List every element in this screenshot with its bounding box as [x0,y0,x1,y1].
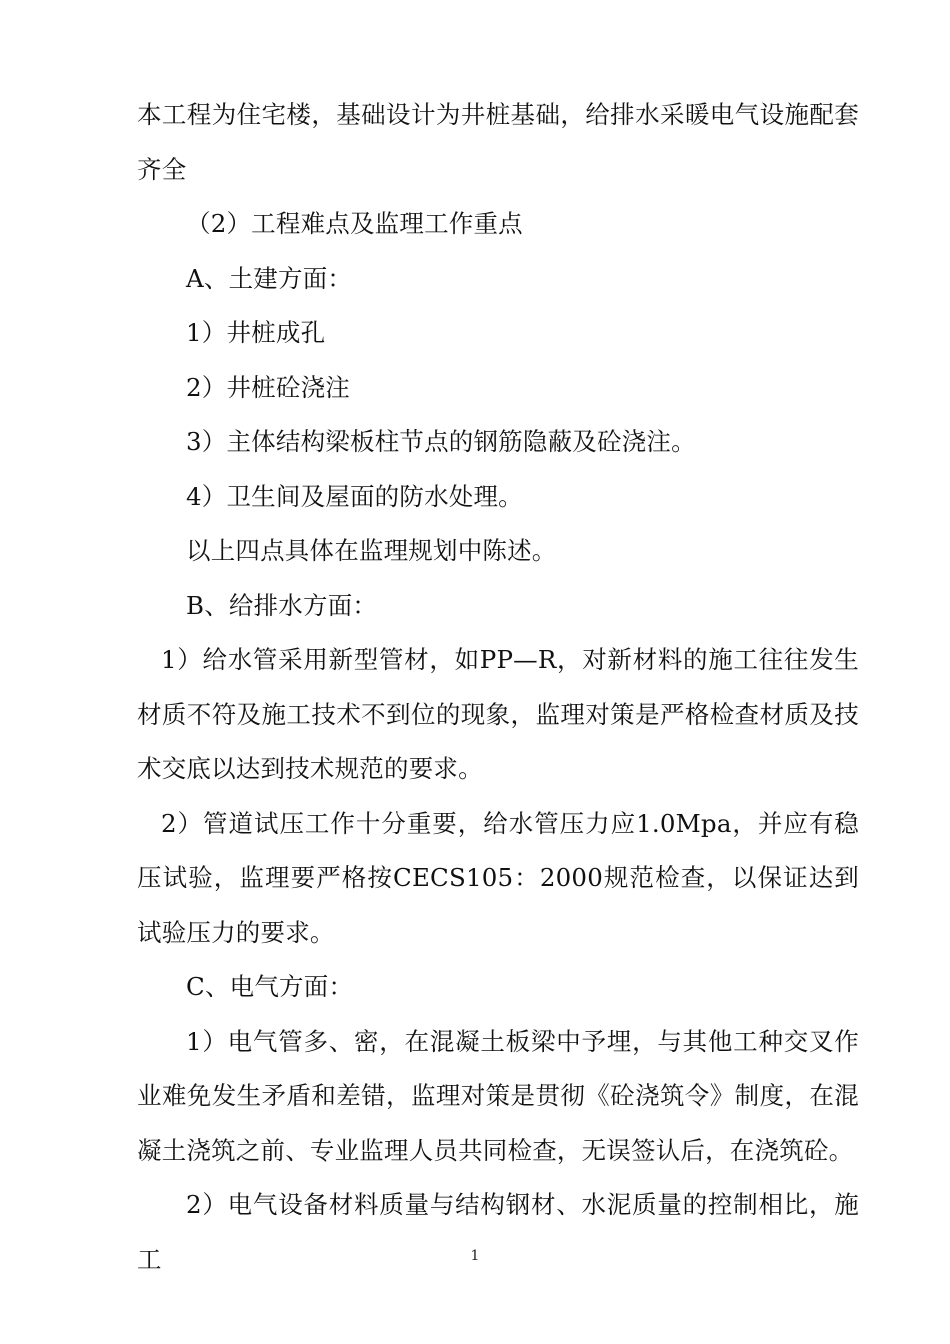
paragraph-project-overview: 本工程为住宅楼，基础设计为井桩基础，给排水采暖电气设施配套齐全 [137,100,859,184]
paragraph-heading-difficulties: （2）工程难点及监理工作重点 [186,209,523,238]
paragraph-item-a4: 4）卫生间及屋面的防水处理。 [186,481,523,511]
paragraph-section-a-civil: A、土建方面： [186,263,353,293]
paragraph-section-b-plumbing: B、给排水方面： [186,590,378,620]
paragraph-item-a2: 2）井桩砼浇注 [186,372,350,402]
document-body [137,88,859,1287]
paragraph-item-c1: 1）电气管多、密，在混凝土板梁中予埋，与其他工种交叉作业难免发生矛盾和差错，监理对策是贯彻《砼浇筑令》制度，在混凝土浇筑之前、专业监理人员共同检查，无误签认后，在浇筑砼。 [137,1026,859,1165]
page-number: 1 [470,1248,480,1264]
paragraph-a-summary: 以上四点具体在监理规划中陈述。 [186,536,557,565]
paragraph-item-c2: 2）电气设备材料质量与结构钢材、水泥质量的控制相比，施工 [137,1190,859,1274]
paragraph-section-c-electrical: C、电气方面： [186,972,354,1001]
paragraph-item-b2: 2）管道试压工作十分重要，给水管压力应1.0Mpa，并应有稳压试验，监理要严格按CECS105：2000规范检查，以保证达到试验压力的要求。 [137,808,859,947]
paragraph-item-a1: 1）井桩成孔 [186,318,326,347]
paragraph-item-a3: 3）主体结构梁板柱节点的钢筋隐蔽及砼浇注。 [186,427,696,456]
paragraph-item-b1: 1）给水管采用新型管材，如PP—R，对新材料的施工往往发生材质不符及施工技术不到位的现象，监理对策是严格检查材质及技术交底以达到技术规范的要求。 [137,645,859,783]
